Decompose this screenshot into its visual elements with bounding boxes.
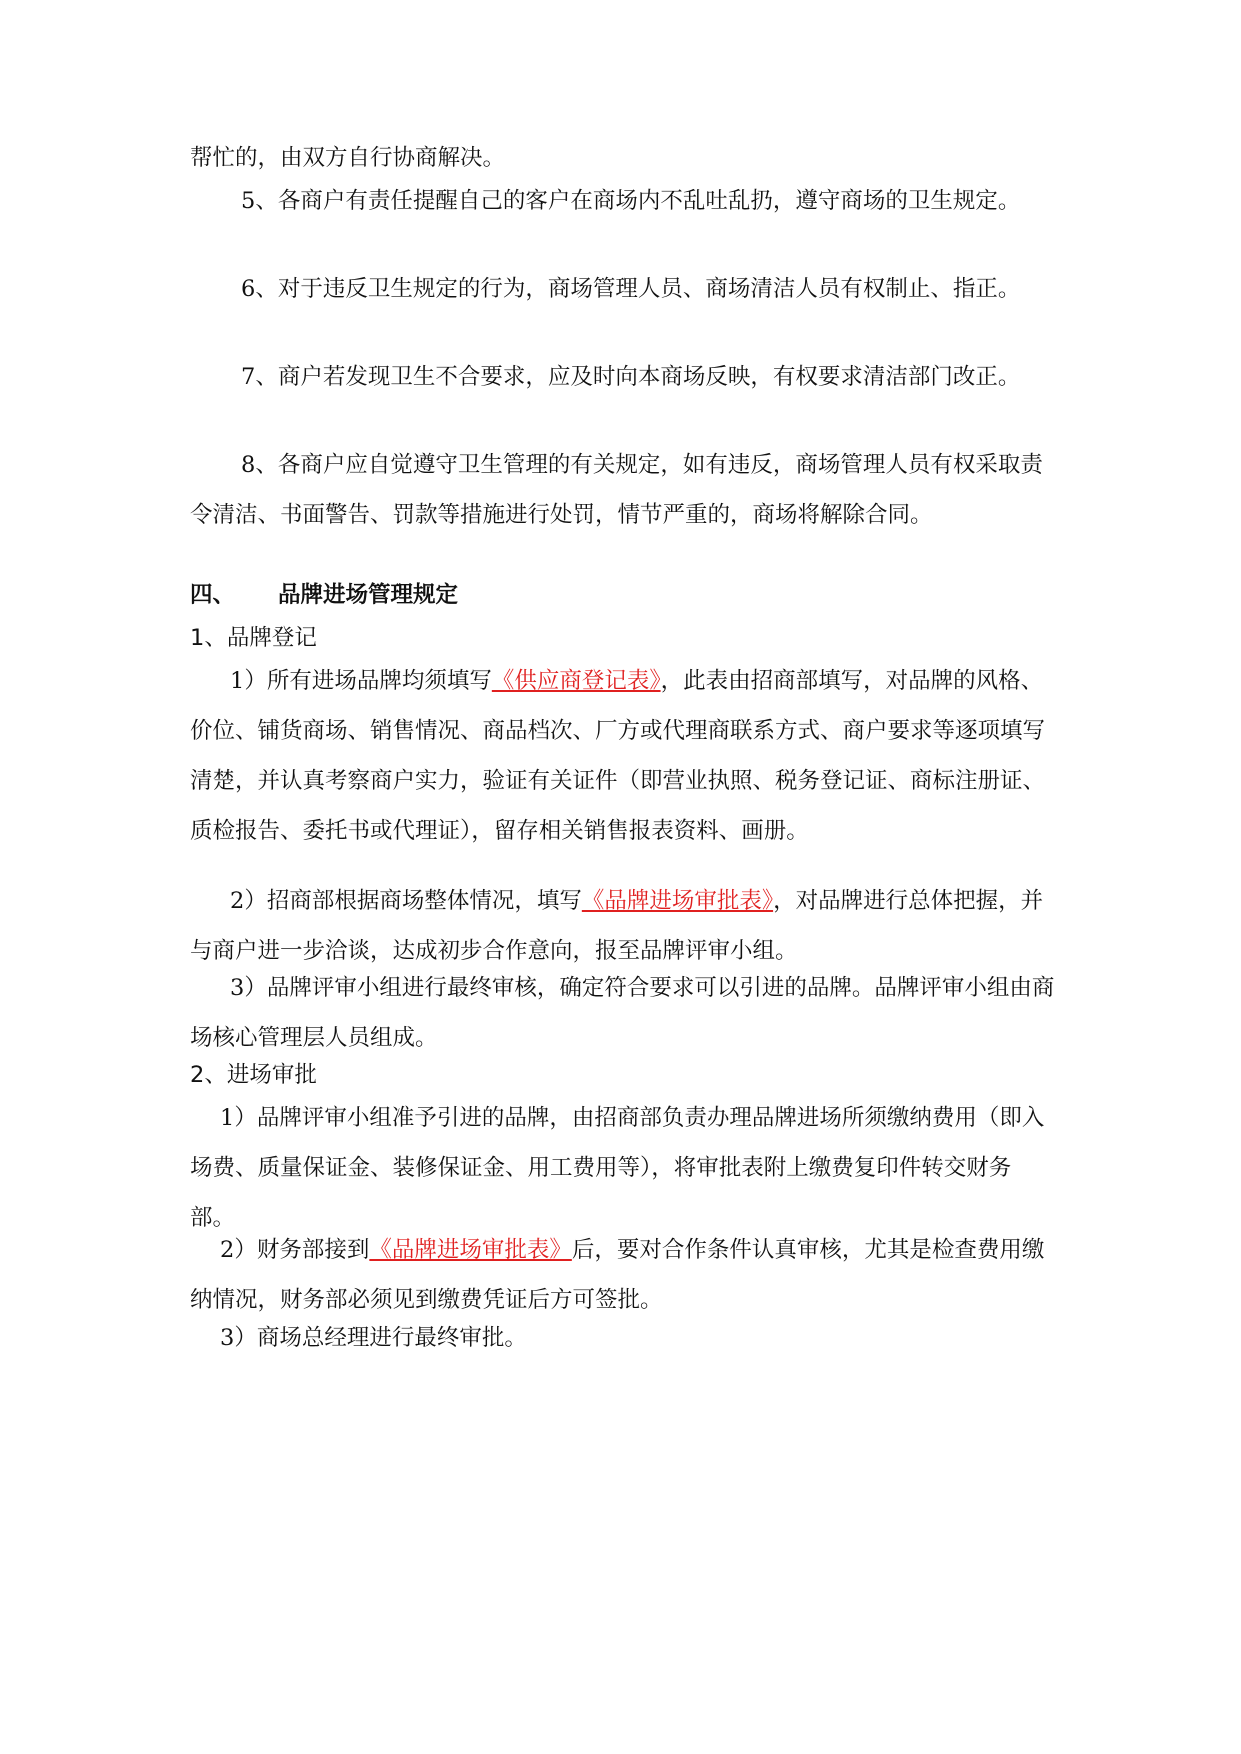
approval-item-2 — [190, 1225, 1056, 1325]
registration-item-1 — [190, 656, 1056, 856]
text: 2）招商部根据商场整体情况，填写 — [230, 888, 582, 914]
text: ，此表由招商部填写，对品牌的风格、价位、铺货商场、销售情况、商品档次、厂方或代理商联系方式、商户要求等逐项填写清楚，并认真考察商户实力，验证有关证件（即营业执照、税务登记证、商标注册证、质检报告、委托书或代理证），留存相关销售报表资料、画册。 — [190, 668, 1046, 844]
section-title: 品牌进场管理规定 — [278, 582, 459, 608]
rule-item-8: 8、各商户应自觉遵守卫生管理的有关规定，如有违反，商场管理人员有权采取责令清洁、书面警告、罚款等措施进行处罚，情节严重的，商场将解除合同。 — [190, 452, 1043, 528]
section-number: 四、 — [190, 582, 236, 608]
registration-item-2 — [190, 876, 1056, 976]
text: ，对品牌进行总体把握，并与商户进一步洽谈，达成初步合作意向，报至品牌评审小组。 — [190, 888, 1044, 964]
subsection-title-entry-approval: 2、进场审批 — [190, 1062, 317, 1088]
registration-item-3: 3）品牌评审小组进行最终审核，确定符合要求可以引进的品牌。品牌评审小组由商场核心管理层人员组成。 — [190, 975, 1055, 1051]
approval-item-1: 1）品牌评审小组准予引进的品牌，由招商部负责办理品牌进场所须缴纳费用（即入场费、质量保证金、装修保证金、用工费用等），将审批表附上缴费复印件转交财务部。 — [190, 1105, 1045, 1231]
text: 2）财务部接到 — [220, 1237, 370, 1263]
subsection-title-brand-registration: 1、品牌登记 — [190, 625, 317, 651]
text: 1）所有进场品牌均须填写 — [230, 668, 492, 694]
rule-item-6: 6、对于违反卫生规定的行为，商场管理人员、商场清洁人员有权制止、指正。 — [241, 276, 1021, 302]
brand-approval-form-link[interactable]: 《品牌进场审批表》 — [581, 888, 774, 914]
rule-item-7: 7、商户若发现卫生不合要求，应及时向本商场反映，有权要求清洁部门改正。 — [241, 364, 1021, 390]
supplier-registration-form-link[interactable]: 《供应商登记表》 — [491, 668, 661, 694]
approval-item-3: 3）商场总经理进行最终审批。 — [220, 1325, 527, 1351]
rule-item-5: 5、各商户有责任提醒自己的客户在商场内不乱吐乱扔，遵守商场的卫生规定。 — [241, 188, 1021, 214]
brand-approval-form-link[interactable]: 《品牌进场审批表》 — [369, 1237, 572, 1263]
paragraph-continuation: 帮忙的，由双方自行协商解决。 — [190, 145, 506, 171]
text: 后，要对合作条件认真审核，尤其是检查费用缴纳情况，财务部必须见到缴费凭证后方可签批。 — [190, 1237, 1045, 1313]
